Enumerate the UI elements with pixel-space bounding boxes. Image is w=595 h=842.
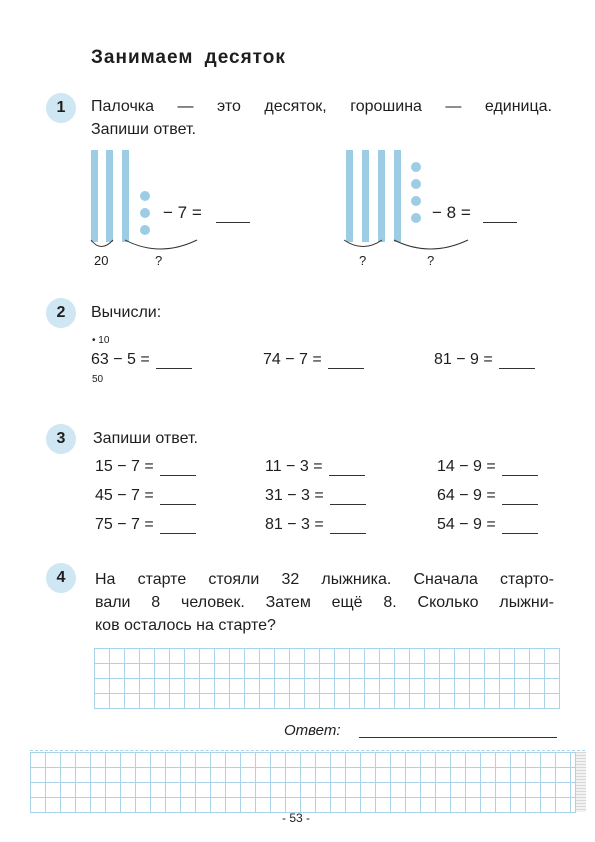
expr-text: 64 − 9 = <box>437 487 496 504</box>
task1-right-expression <box>432 203 517 223</box>
solution-grid[interactable] <box>94 648 560 709</box>
answer-blank[interactable] <box>160 460 196 476</box>
answer-blank[interactable] <box>483 207 517 223</box>
label-question-tens: ? <box>359 253 367 268</box>
page-number: - 53 - <box>282 811 311 825</box>
task1-line1: Палочка — это десяток, горошина — единица. <box>91 98 552 115</box>
notes-grid[interactable] <box>30 752 576 813</box>
task1-left-expr-text: − 7 = <box>163 203 202 222</box>
expr-text: 81 − 9 = <box>434 351 493 368</box>
task2-hint-bottom: 50 <box>92 374 104 385</box>
answer-blank[interactable] <box>502 489 538 505</box>
task-number-badge-2: 2 <box>46 298 76 328</box>
task3-expr <box>265 487 366 505</box>
answer-blank[interactable] <box>156 353 192 369</box>
page-title: Занимаем десяток <box>91 47 286 68</box>
task-number-badge-1: 1 <box>46 93 76 123</box>
task2-expr-3 <box>434 351 535 369</box>
label-question-left: ? <box>155 253 163 268</box>
answer-blank[interactable] <box>502 460 538 476</box>
expr-text: 15 − 7 = <box>95 458 154 475</box>
answer-blank[interactable] <box>328 353 364 369</box>
answer-blank[interactable] <box>160 518 196 534</box>
task4-line2: вали 8 человек. Затем ещё 8. Сколько лыжни- <box>95 594 554 611</box>
task3-expr <box>95 487 196 505</box>
task3-expr <box>95 458 196 476</box>
answer-blank[interactable] <box>330 489 366 505</box>
task3-expr <box>265 516 366 534</box>
task1-line2: Запиши ответ. <box>91 121 196 138</box>
answer-line[interactable] <box>359 736 557 738</box>
task3-expr <box>437 516 538 534</box>
expr-text: 63 − 5 = <box>91 351 150 368</box>
task3-expr <box>437 487 538 505</box>
task4-line3: ков осталось на старте? <box>95 617 276 634</box>
task4-line1: На старте стояли 32 лыжника. Сначала старто- <box>95 571 554 588</box>
task1-left-expression <box>163 203 250 223</box>
answer-label: Ответ: <box>284 722 341 739</box>
task3-expr <box>265 458 365 476</box>
expr-text: 14 − 9 = <box>437 458 496 475</box>
task2-hint-top: • 10 <box>92 335 110 346</box>
task1-right-expr-text: − 8 = <box>432 203 471 222</box>
answer-blank[interactable] <box>330 518 366 534</box>
expr-text: 31 − 3 = <box>265 487 324 504</box>
answer-blank[interactable] <box>329 460 365 476</box>
label-question-right: ? <box>427 253 435 268</box>
expr-text: 45 − 7 = <box>95 487 154 504</box>
task-number-badge-4: 4 <box>46 563 76 593</box>
answer-blank[interactable] <box>216 207 250 223</box>
task2-expr-2 <box>263 351 364 369</box>
answer-blank[interactable] <box>502 518 538 534</box>
answer-blank[interactable] <box>160 489 196 505</box>
task3-label: Запиши ответ. <box>93 430 198 447</box>
answer-blank[interactable] <box>499 353 535 369</box>
task3-expr <box>437 458 538 476</box>
expr-text: 11 − 3 = <box>265 458 323 475</box>
expr-text: 81 − 3 = <box>265 516 324 533</box>
task-number-badge-3: 3 <box>46 424 76 454</box>
task2-label: Вычисли: <box>91 304 162 321</box>
label-twenty: 20 <box>94 253 109 268</box>
expr-text: 54 − 9 = <box>437 516 496 533</box>
expr-text: 75 − 7 = <box>95 516 154 533</box>
task2-expr-1 <box>91 351 192 369</box>
expr-text: 74 − 7 = <box>263 351 322 368</box>
task3-expr <box>95 516 196 534</box>
page-edge-shadow <box>576 752 586 812</box>
